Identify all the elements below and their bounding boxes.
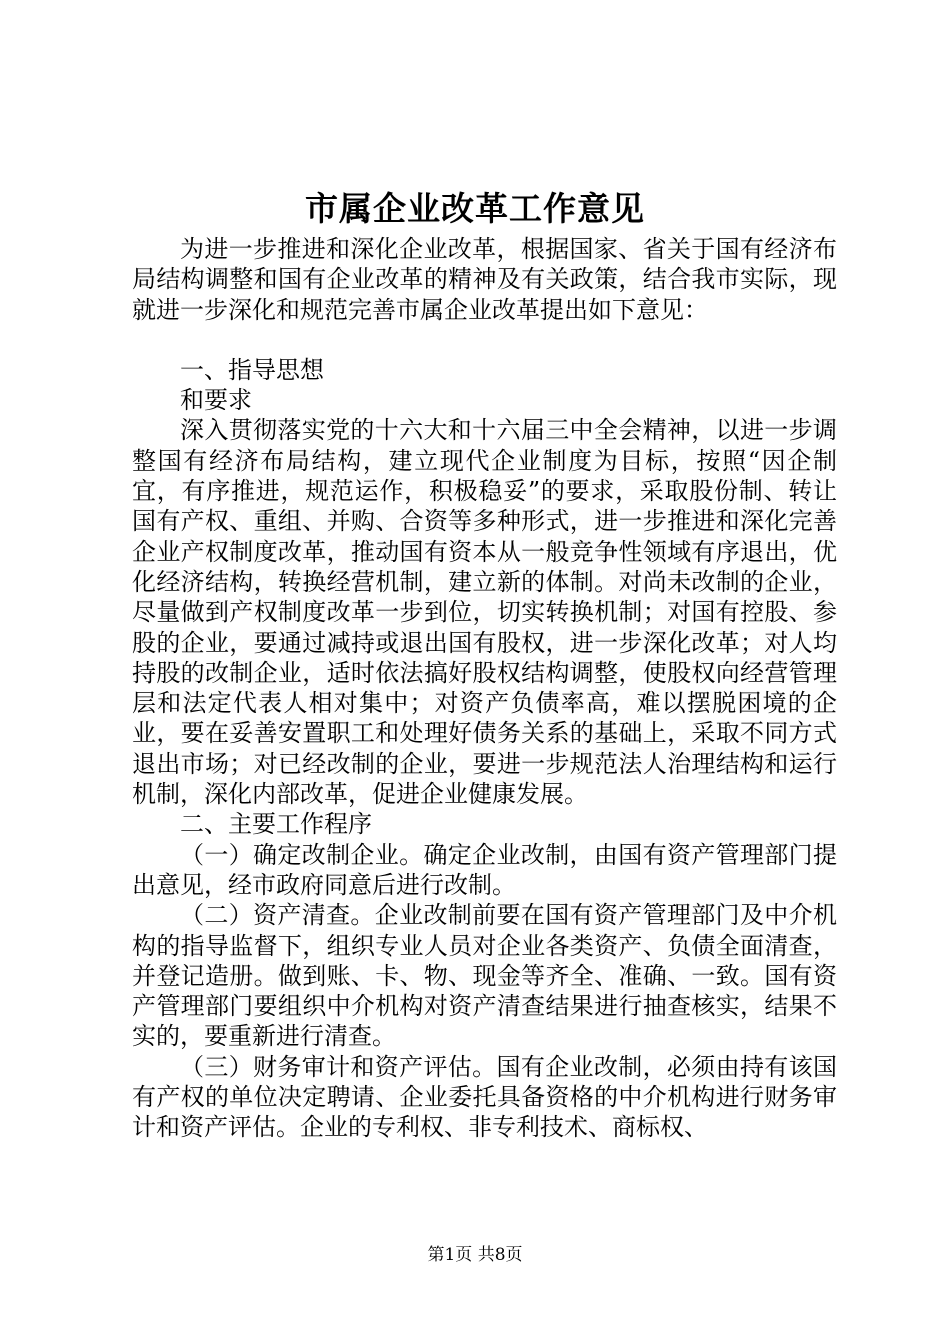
intro-paragraph: 为进一步推进和深化企业改革，根据国家、省关于国有经济布局结构调整和国有企业改革的精神及有关政策，结合我市实际，现就进一步深化和规范完善市属企业改革提出如下意见： [132,235,837,324]
section-heading-requirements: 和要求 [180,386,252,415]
item-determine-enterprise: （一）确定改制企业。确定企业改制，由国有资产管理部门提出意见，经市政府同意后进行改制。 [132,840,837,899]
document-body [132,234,837,1143]
section-heading-work-procedure: 二、主要工作程序 [180,810,372,839]
item-asset-inventory: （二）资产清查。企业改制前要在国有资产管理部门及中介机构的指导监督下，组织专业人员对企业各类资产、负债全面清查，并登记造册。做到账、卡、物、现金等齐全、准确、一致。国有资产管理部门要组织中介机构对资产清查结果进行抽查核实，结果不实的，要重新进行清查。 [132,901,837,1051]
page-footer: 第1页 共8页 [427,1245,523,1265]
paragraph-gap [132,325,837,355]
section-heading-guiding-thought: 一、指导思想 [180,355,324,384]
section-body-guiding-thought: 深入贯彻落实党的十六大和十六届三中全会精神，以进一步调整国有经济布局结构，建立现代企业制度为目标，按照“因企制宜，有序推进，规范运作，积极稳妥”的要求，采取股份制、转让国有产权、重组、并购、合资等多种形式，进一步推进和深化完善企业产权制度改革，推动国有资本从一般竞争性领域有序退出，优化经济结构，转换经营机制，建立新的体制。对尚未改制的企业，尽量做到产权制度改革一步到位，切实转换机制；对国有控股、参股的企业，要通过减持或退出国有股权，进一步深化改革；对人均持股的改制企业，适时依法搞好股权结构调整，使股权向经营管理层和法定代表人相对集中；对资产负债率高，难以摆脱困境的企业，要在妥善安置职工和处理好债务关系的基础上，采取不同方式退出市场；对已经改制的企业，要进一步规范法人治理结构和运行机制，深化内部改革，促进企业健康发展。 [132,416,837,809]
item-audit-evaluation: （三）财务审计和资产评估。国有企业改制，必须由持有该国有产权的单位决定聘请、企业委托具备资格的中介机构进行财务审计和资产评估。企业的专利权、非专利技术、商标权、 [132,1052,837,1142]
document-title: 市属企业改革工作意见 [305,189,645,228]
